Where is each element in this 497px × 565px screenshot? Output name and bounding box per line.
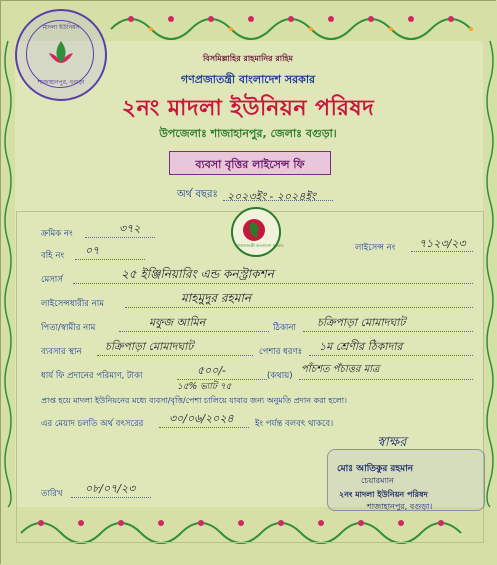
business-place-value: চক্রিপাড়া মোমাদঘাট [105, 340, 194, 353]
page-title: ২নং মাদলা ইউনিয়ন পরিষদ [121, 96, 375, 121]
fee-words-value: পাঁচশত পঁচাত্তর মাত্র [301, 364, 380, 375]
holder-value: মাহমুদুর রহমান [181, 291, 252, 305]
license-label: লাইসেন্স নং [355, 243, 396, 253]
government-name: গণপ্রজাতন্ত্রী বাংলাদেশ সরকার [180, 73, 316, 86]
chairman-name: মোঃ আতিকুর রহমান [337, 464, 414, 474]
union-address: উপজেলাঃ শাজাহানপুর, জেলাঃ বগুড়া। [159, 127, 337, 140]
validity-suffix: ইং পর্যন্ত বলবৎ থাকবে। [255, 419, 334, 429]
father-label: পিতা/স্বামীর নাম [41, 323, 96, 333]
seal-bottom-text: শাজাহানপুর, বগুড়া [37, 79, 85, 86]
fiscal-year-underline [223, 200, 333, 201]
subtitle-text: ব্যবসা বৃত্তির লাইসেন্স ফি [195, 158, 305, 171]
address-value: চক্রিপাড়া মোমাদঘাট [317, 316, 406, 329]
validity-date: ৩০/০৬/২০২৪ [169, 412, 234, 425]
holder-label: লাইসেন্সধারীর নাম [41, 299, 104, 309]
business-type-value: ১ম শ্রেণীর ঠিকাদার [319, 340, 403, 353]
fee-value: ৫০০/- [197, 364, 226, 377]
address-label: ঠিকানা [273, 323, 296, 333]
business-place-label: ব্যবসার স্থান [41, 347, 82, 357]
center-seal-text: গণপ্রজাতন্ত্রী বাংলাদেশ সরকার [235, 243, 284, 248]
license-value: ৭১২৩/২৩ [419, 237, 466, 250]
serial-label: ক্রমিক নং [41, 229, 73, 239]
fiscal-year-value: ২০২৩ইং - ২০২৪ইং [227, 190, 316, 203]
business-type-label: পেশার ধরণঃ [259, 347, 303, 357]
permission-text: প্রাপ্ত হয়ে মাদলা ইউনিয়নের মধ্যে ব্যবসা/বৃত্তি/পেশা চালিয়ে যাবার জন্য অনুমতি প্রদান করা হলো। [41, 396, 347, 405]
father-value: মফুজ আমিন [149, 316, 206, 329]
chairman-place: শাজাহানপুর, বগুড়া। [367, 502, 433, 511]
chairman-role: চেয়ারম্যান [361, 476, 394, 485]
bangladesh-map-icon [247, 221, 261, 239]
firm-label: মেসার্স [41, 275, 63, 285]
bismillah-line: বিসমিল্লাহির রাহমানির রাহিম [202, 54, 294, 63]
chairman-signature: স্বাক্ষর [377, 435, 407, 450]
serial-value: ৩৭২ [119, 222, 141, 235]
fee-words-underline [299, 379, 473, 380]
validity-label: এর মেয়াদ চলতি অর্থ বৎসরের [41, 419, 144, 429]
subtitle-banner [169, 151, 331, 175]
fiscal-year-label: অর্থ বছরঃ [177, 189, 218, 200]
book-label: বহি নং [41, 251, 65, 261]
date-label: তারিখ [41, 489, 63, 499]
seal-top-text: মাদলা ইউনিয়ন [42, 24, 80, 31]
holder-underline [125, 307, 473, 308]
fee-extra-value: ১৫% ভ্যাট ৭৫ [177, 382, 232, 392]
chairman-org: ২নং মাদলা ইউনিয়ন পরিষদ [339, 490, 428, 499]
date-value: ০৮/০৭/২৩ [85, 482, 136, 495]
book-value: ০৭ [85, 244, 100, 257]
fee-label: ধার্য ফি প্রদানের পরিমাণ, টাকা [41, 371, 143, 381]
firm-value: ২৫ ইঞ্জিনিয়ারিং এন্ড কনস্ট্রাকশন [121, 267, 274, 281]
government-seal [231, 207, 284, 257]
fee-words-label: (কথায়) [267, 371, 293, 381]
